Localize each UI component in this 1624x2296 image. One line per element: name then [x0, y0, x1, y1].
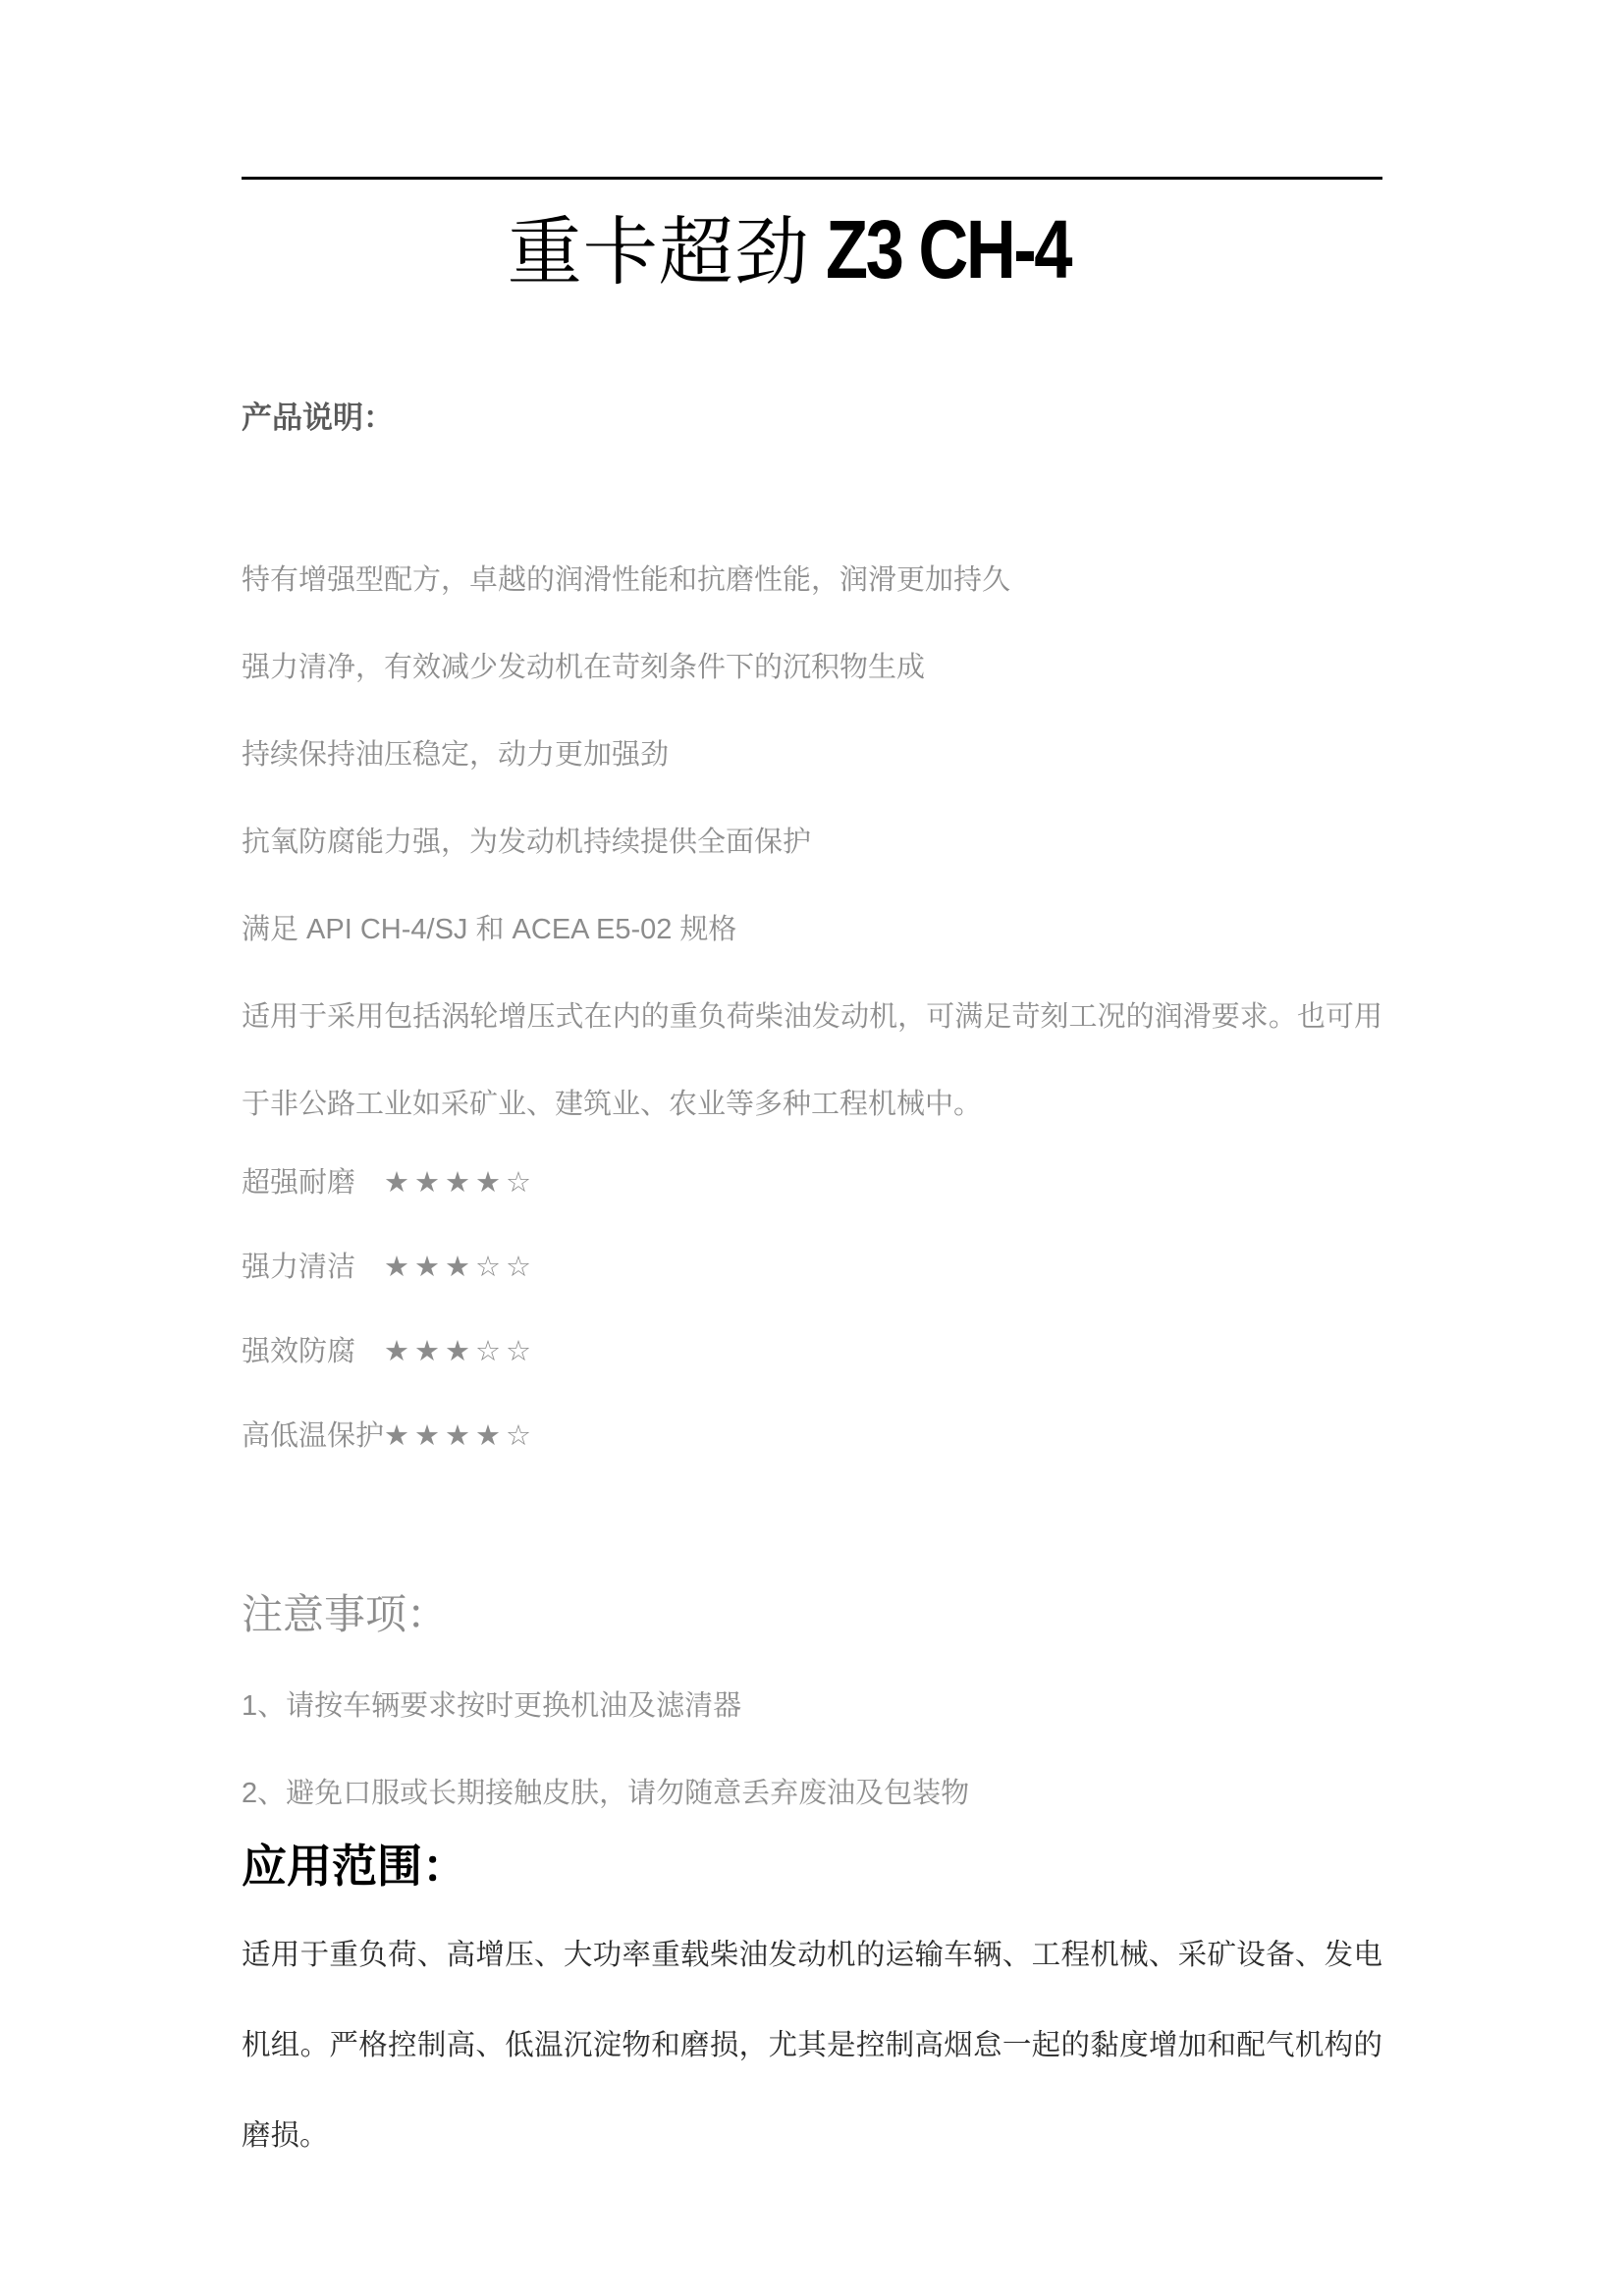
body-paragraph: 抗氧防腐能力强，为发动机持续提供全面保护	[242, 827, 812, 858]
rating-label: 强力清洁	[242, 1252, 385, 1283]
product-description-paragraphs	[242, 537, 1382, 1148]
rating-stars: ★★★★☆	[384, 1167, 537, 1199]
body-paragraph: 满足 API CH-4/SJ 和 ACEA E5-02 规格	[242, 914, 737, 945]
notice-item: 2、避免口服或长期接触皮肤，请勿随意丢弃废油及包装物	[242, 1778, 970, 1809]
rating-row	[242, 1394, 1382, 1478]
rating-label: 强效防腐	[242, 1336, 385, 1367]
rating-row	[242, 1141, 1382, 1225]
notice-item: 1、请按车辆要求按时更换机油及滤清器	[242, 1690, 742, 1722]
application-heading: 应用范围：	[242, 1842, 467, 1892]
page-title-chinese: 重卡超劲	[507, 212, 810, 294]
page-title-latin: Z3 CH-4	[825, 203, 1070, 295]
body-paragraph: 强力清净，有效减少发动机在苛刻条件下的沉积物生成	[242, 652, 926, 683]
notice-list	[242, 1663, 1382, 1838]
title-divider	[242, 177, 1382, 180]
document-content	[242, 177, 1382, 2181]
application-paragraph: 适用于重负荷、高增压、大功率重载柴油发动机的运输车辆、工程机械、采矿设备、发电机组。严格控制高、低温沉淀物和磨损，尤其是控制高烟怠一起的黏度增加和配气机构的磨损。	[242, 1939, 1382, 2152]
body-paragraph: 持续保持油压稳定，动力更加强劲	[242, 739, 670, 771]
rating-row	[242, 1225, 1382, 1309]
rating-label: 超强耐磨	[242, 1167, 385, 1199]
product-description-heading: 产品说明：	[242, 400, 394, 435]
rating-stars: ★★★☆☆	[384, 1252, 537, 1283]
rating-row	[242, 1309, 1382, 1394]
rating-stars: ★★★★☆	[384, 1420, 537, 1452]
body-paragraph: 适用于采用包括涡轮增压式在内的重负荷柴油发动机，可满足苛刻工况的润滑要求。也可用于非公路工业如采矿业、建筑业、农业等多种工程机械中。	[242, 1001, 1382, 1120]
page-title	[242, 195, 1382, 321]
notices-heading: 注意事项：	[242, 1591, 449, 1637]
rating-label: 高低温保护	[242, 1420, 385, 1452]
rating-stars: ★★★☆☆	[384, 1336, 537, 1367]
rating-list	[242, 1141, 1382, 1478]
body-paragraph: 特有增强型配方，卓越的润滑性能和抗磨性能，润滑更加持久	[242, 564, 1011, 596]
